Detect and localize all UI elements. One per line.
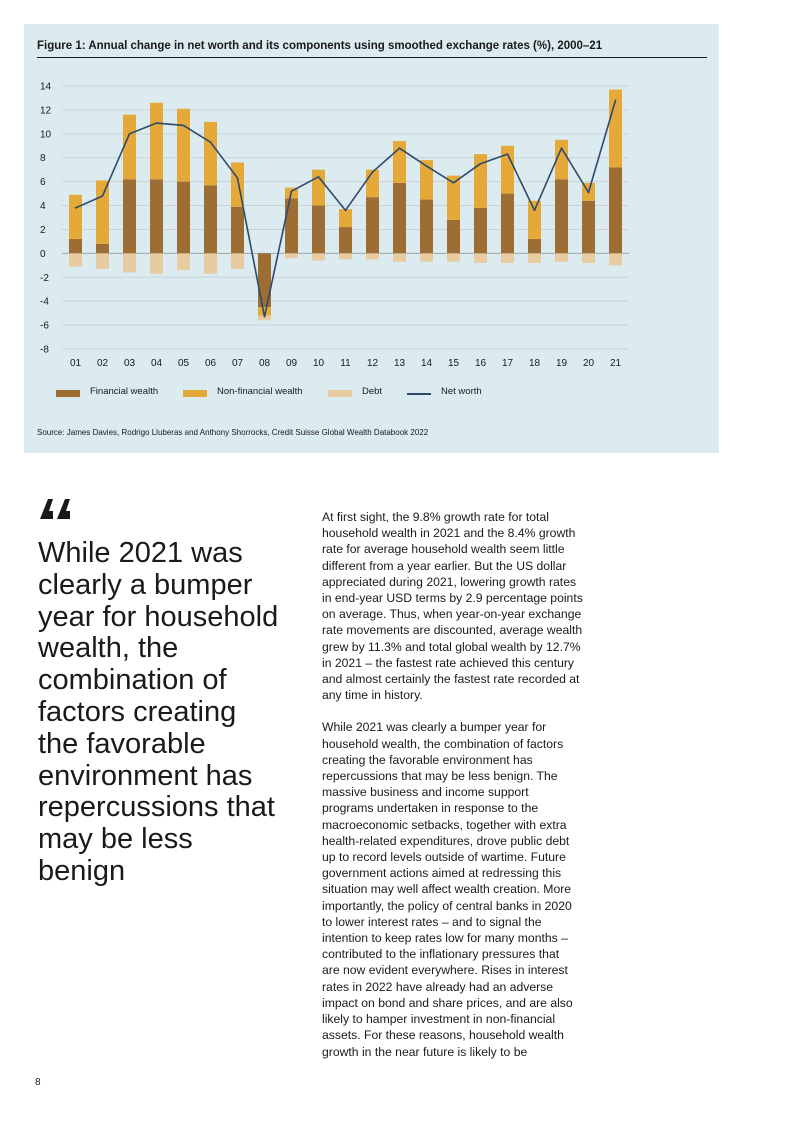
- body-paragraph-1-line: household wealth in 2021 and the 8.4% growth: [322, 526, 576, 541]
- body-paragraph-2-line: programs undertaken in response to the: [322, 801, 539, 816]
- body-paragraph-2-line: situation may well affect wealth creation. More: [322, 882, 572, 897]
- bar-debt: [528, 253, 541, 263]
- x-tick-label: 08: [258, 358, 271, 369]
- pull-quote-line: wealth, the: [38, 632, 179, 665]
- body-paragraph-2-line: While 2021 was clearly a bumper year for: [322, 720, 547, 735]
- body-paragraph-1-line: on average. Thus, when year-on-year exchange: [322, 607, 582, 622]
- net-worth-point: [102, 195, 104, 197]
- body-paragraph-2-line: are now evident everywhere. Rises in interest: [322, 963, 568, 978]
- pull-quote: [38, 538, 300, 888]
- net-worth-point: [561, 147, 563, 149]
- bar-financial-wealth: [285, 198, 298, 253]
- body-paragraph-2-line: likely to hamper investment in non-financial: [322, 1012, 556, 1027]
- net-worth-point: [615, 100, 617, 102]
- bar-non-financial-wealth: [69, 195, 82, 239]
- net-worth-point: [156, 122, 158, 124]
- body-paragraph-2-line: intention to keep rates low for many months –: [322, 931, 568, 946]
- y-tick-label: 14: [40, 81, 52, 93]
- net-worth-point: [183, 125, 185, 127]
- x-tick-label: 14: [420, 358, 433, 369]
- bar-debt: [312, 253, 325, 260]
- bar-financial-wealth: [312, 206, 325, 254]
- y-tick-label: -4: [40, 296, 49, 308]
- pull-quote-line: repercussions that: [38, 791, 275, 824]
- x-tick-label: 07: [231, 358, 244, 369]
- legend-label-financial: Financial wealth: [90, 386, 159, 397]
- page-number: 8: [35, 1077, 41, 1088]
- bar-non-financial-wealth: [204, 122, 217, 185]
- net-worth-point: [426, 165, 428, 167]
- y-tick-label: 0: [40, 248, 46, 260]
- bar-debt: [609, 253, 622, 265]
- body-text: [322, 509, 612, 1076]
- bar-debt: [501, 253, 514, 263]
- body-paragraph-2-line: health-related expenditures, drove public debt: [322, 833, 570, 848]
- body-paragraph-2-line: contributed to the inflationary pressures that: [322, 947, 560, 962]
- bar-non-financial-wealth: [150, 103, 163, 180]
- y-tick-label: 2: [40, 224, 46, 236]
- bar-financial-wealth: [69, 239, 82, 253]
- net-worth-point: [399, 147, 401, 149]
- bar-financial-wealth: [501, 194, 514, 254]
- bar-debt: [96, 253, 109, 269]
- net-worth-point: [237, 177, 239, 179]
- y-tick-label: 12: [40, 105, 52, 117]
- bar-non-financial-wealth: [501, 146, 514, 194]
- body-paragraph-2-line: repercussions that may be less benign. The: [322, 769, 558, 784]
- bar-non-financial-wealth: [528, 201, 541, 239]
- body-paragraph-2-line: government actions aimed at redressing this: [322, 866, 562, 881]
- x-tick-label: 03: [123, 358, 136, 369]
- bar-debt: [69, 253, 82, 266]
- net-worth-point: [318, 176, 320, 178]
- chart: [24, 24, 719, 374]
- x-tick-label: 18: [528, 358, 541, 369]
- body-paragraph-2-line: up to record levels outside of wartime. Future: [322, 850, 566, 865]
- net-worth-point: [291, 190, 293, 192]
- bar-non-financial-wealth: [96, 180, 109, 243]
- bar-financial-wealth: [150, 179, 163, 253]
- x-tick-label: 21: [609, 358, 622, 369]
- bar-financial-wealth: [204, 185, 217, 253]
- y-tick-label: -6: [40, 320, 49, 332]
- bar-debt: [177, 253, 190, 270]
- bar-debt: [555, 253, 568, 261]
- bar-financial-wealth: [447, 220, 460, 253]
- bar-non-financial-wealth: [339, 209, 352, 227]
- body-paragraph-1-line: grew by 11.3% and total global wealth by 12.7%: [322, 639, 581, 654]
- legend-line-networth: [407, 393, 431, 395]
- body-paragraph-1-line: and almost certainly the fastest rate recorded at: [322, 672, 580, 687]
- bar-debt: [582, 253, 595, 263]
- net-worth-point: [372, 171, 374, 173]
- x-tick-label: 02: [96, 358, 109, 369]
- body-paragraph-1-line: At first sight, the 9.8% growth rate for total: [322, 510, 549, 524]
- quote-mark-icon: [38, 493, 72, 533]
- y-tick-label: 10: [40, 129, 52, 141]
- body-paragraph-1-line: in end-year USD terms by 2.9 percentage points: [322, 591, 583, 606]
- body-paragraph-2-line: massive business and income support: [322, 785, 529, 800]
- body-paragraph-2-line: growth in the near future is likely to be: [322, 1044, 528, 1059]
- bar-non-financial-wealth: [312, 170, 325, 206]
- body-paragraph-1-line: different from a year earlier. But the US dollar: [322, 558, 567, 573]
- x-tick-label: 05: [177, 358, 190, 369]
- x-tick-label: 11: [340, 358, 351, 369]
- body-paragraph-2-line: impact on bond and share prices, and are also: [322, 995, 573, 1010]
- bar-debt: [150, 253, 163, 273]
- bar-debt: [231, 253, 244, 269]
- net-worth-point: [480, 163, 482, 165]
- bar-financial-wealth: [474, 208, 487, 253]
- figure-panel: [24, 24, 719, 453]
- pull-quote-line: clearly a bumper: [38, 568, 253, 601]
- legend-swatch-financial: [56, 390, 80, 397]
- bar-financial-wealth: [339, 227, 352, 253]
- bar-financial-wealth: [609, 167, 622, 253]
- y-tick-label: 8: [40, 153, 46, 165]
- pull-quote-line: may be less: [38, 823, 193, 856]
- net-worth-point: [453, 182, 455, 184]
- bar-financial-wealth: [528, 239, 541, 253]
- net-worth-point: [75, 207, 77, 209]
- body-paragraph-2-line: assets. For these reasons, household wealth: [322, 1028, 564, 1043]
- legend-swatch-debt: [328, 390, 352, 397]
- bar-financial-wealth: [96, 244, 109, 254]
- body-paragraph-2-line: rates in 2022 have already had an adverse: [322, 979, 554, 994]
- pull-quote-line: environment has: [38, 759, 253, 792]
- x-tick-label: 04: [150, 358, 163, 369]
- body-paragraph-1-line: rate for average household wealth seem little: [322, 542, 565, 557]
- body-paragraph-1-line: in 2021 – the fastest rate achieved this century: [322, 655, 575, 670]
- y-tick-label: -8: [40, 344, 49, 356]
- body-paragraph-2-line: macroeconomic setbacks, together with extra: [322, 817, 567, 832]
- legend-label-debt: Debt: [362, 386, 383, 397]
- pull-quote-line: combination of: [38, 664, 227, 697]
- figure-source: Source: James Davies, Rodrigo Lluberas and Anthony Shorrocks, Credit Suisse Global Wealth Databook 2022: [37, 428, 429, 437]
- x-tick-label: 01: [69, 358, 82, 369]
- net-worth-point: [264, 316, 266, 318]
- x-tick-label: 15: [447, 358, 460, 369]
- net-worth-point: [507, 153, 509, 155]
- bar-debt: [123, 253, 136, 272]
- x-tick-label: 16: [474, 358, 487, 369]
- y-tick-label: -2: [40, 272, 49, 284]
- figure-title: Figure 1: Annual change in net worth and its components using smoothed exchange rates (%), 2000–21: [37, 40, 707, 58]
- x-tick-label: 12: [366, 358, 379, 369]
- body-paragraph-1-line: appreciated during 2021, lowering growth rates: [322, 574, 577, 589]
- pull-quote-line: factors creating: [38, 695, 237, 728]
- bar-debt: [474, 253, 487, 263]
- bar-financial-wealth: [366, 197, 379, 253]
- bar-financial-wealth: [582, 201, 595, 254]
- bar-debt: [393, 253, 406, 261]
- bar-financial-wealth: [177, 182, 190, 254]
- bar-non-financial-wealth: [123, 115, 136, 180]
- bar-financial-wealth: [123, 179, 136, 253]
- bar-debt: [420, 253, 433, 261]
- pull-quote-line: the favorable: [38, 727, 206, 760]
- body-paragraph-2-line: to lower interest rates – and to signal the: [322, 914, 542, 929]
- x-tick-label: 06: [204, 358, 217, 369]
- x-tick-label: 17: [501, 358, 514, 369]
- body-paragraph-2-line: creating the favorable environment has: [322, 752, 533, 767]
- net-worth-point: [588, 192, 590, 194]
- bar-debt: [285, 253, 298, 258]
- pull-quote-line: benign: [38, 854, 126, 887]
- bar-financial-wealth: [555, 179, 568, 253]
- x-tick-label: 13: [393, 358, 406, 369]
- net-worth-point: [534, 210, 536, 212]
- bar-debt: [447, 253, 460, 261]
- body-paragraph-1-line: rate movements are discounted, average wealth: [322, 623, 583, 638]
- x-tick-label: 20: [582, 358, 595, 369]
- bar-non-financial-wealth: [177, 109, 190, 182]
- pull-quote-line: year for household: [38, 600, 279, 633]
- body-paragraph-2-line: household wealth, the combination of factors: [322, 736, 564, 751]
- net-worth-point: [345, 210, 347, 212]
- bar-non-financial-wealth: [393, 141, 406, 183]
- bar-financial-wealth: [420, 200, 433, 254]
- bar-debt: [366, 253, 379, 259]
- legend-label-networth: Net worth: [441, 386, 482, 397]
- bar-non-financial-wealth: [366, 170, 379, 197]
- body-paragraph-2-line: importantly, the policy of central banks in 2020: [322, 898, 572, 913]
- pull-quote-line: While 2021 was: [38, 537, 243, 569]
- net-worth-point: [210, 141, 212, 143]
- bar-financial-wealth: [231, 207, 244, 254]
- bar-financial-wealth: [393, 183, 406, 254]
- x-tick-label: 09: [285, 358, 298, 369]
- x-tick-label: 10: [312, 358, 325, 369]
- legend-label-nonfinancial: Non-financial wealth: [217, 386, 303, 397]
- bar-debt: [204, 253, 217, 273]
- net-worth-point: [129, 133, 131, 135]
- y-tick-label: 4: [40, 201, 46, 213]
- bar-debt: [339, 253, 352, 259]
- y-tick-label: 6: [40, 177, 46, 189]
- body-paragraph-2: [322, 719, 612, 1059]
- legend-swatch-nonfinancial: [183, 390, 207, 397]
- x-tick-label: 19: [555, 358, 568, 369]
- body-paragraph-1-line: any time in history.: [322, 688, 423, 703]
- body-paragraph-1: [322, 509, 612, 703]
